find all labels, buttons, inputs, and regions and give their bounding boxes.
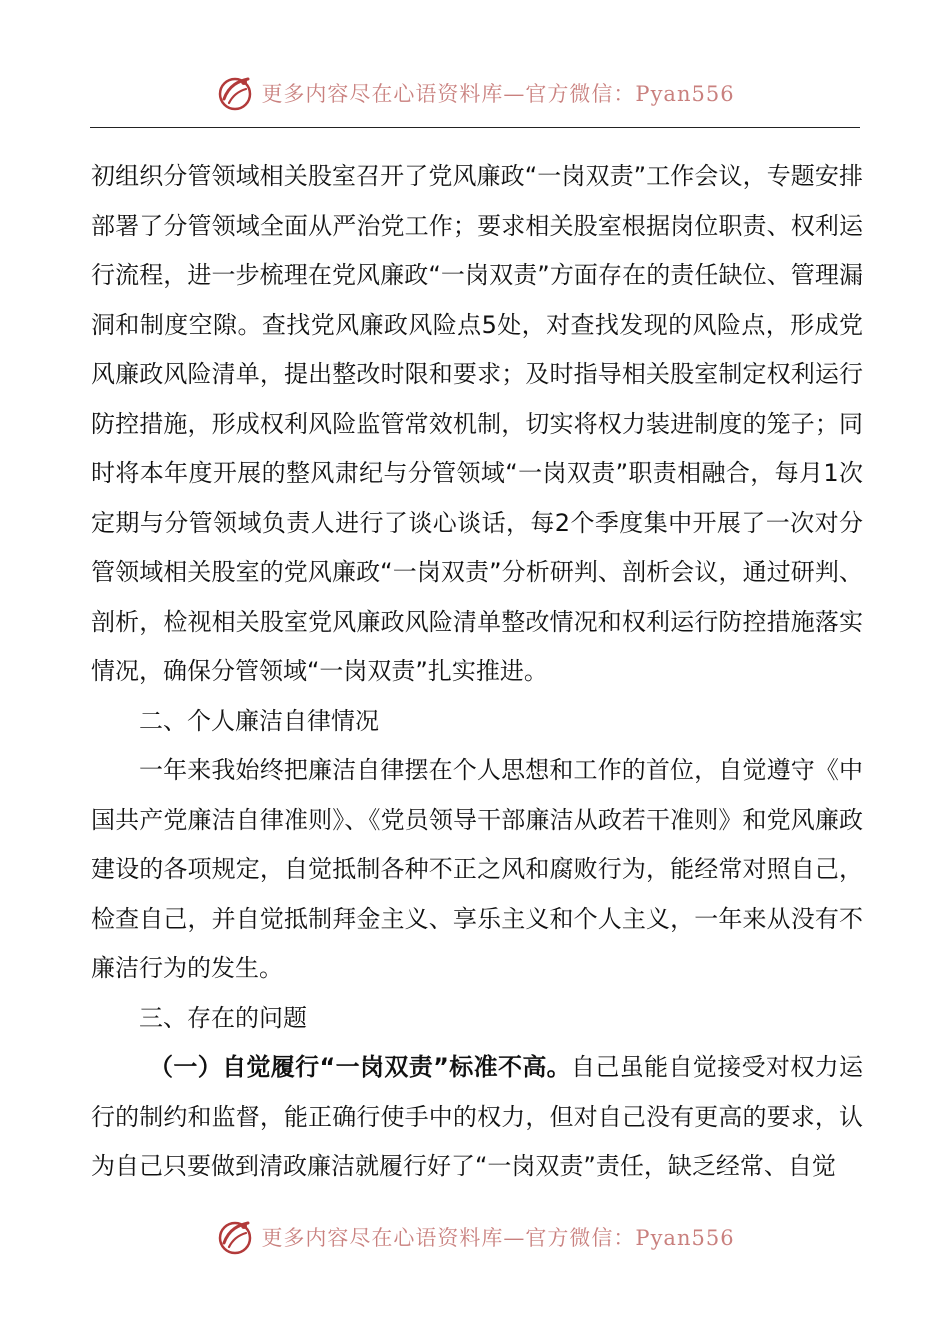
watermark-text: 更多内容尽在心语资料库—官方微信：Pyan556 [261, 1226, 735, 1250]
paragraph-2: 一年来我始终把廉洁自律摆在个人思想和工作的首位，自觉遵守《中国共产党廉洁自律准则》、《党员领导干部廉洁从政若干准则》和党风廉政建设的各项规定，自觉抵制各种不正之风和腐败行为，能经常对照自己，检查自己，并自觉抵制拜金主义、享乐主义和个人主义，一年来从没有不廉洁行为的发生。 [91, 756, 863, 982]
logo-icon [215, 1217, 255, 1257]
section-heading-2: 二、个人廉洁自律情况 [139, 706, 379, 735]
watermark-text: 更多内容尽在心语资料库—官方微信：Pyan556 [261, 82, 735, 106]
footer-watermark [0, 1212, 950, 1262]
header-rule [90, 127, 860, 128]
paragraph-1: 初组织分管领域相关股室召开了党风廉政“一岗双责”工作会议，专题安排部署了分管领域全面从严治党工作；要求相关股室根据岗位职责、权利运行流程，进一步梳理在党风廉政“一岗双责”方面存在的责任缺位、管理漏洞和制度空隙。查找党风廉政风险点5处，对查找发现的风险点，形成党风廉政风险清单，提出整改时限和要求；及时指导相关股室制定权利运行防控措施，形成权利风险监管常效机制，切实将权力装进制度的笼子；同时将本年度开展的整风肃纪与分管领域“一岗双责”职责相融合，每月1次定期与分管领域负责人进行了谈心谈话，每2个季度集中开展了一次对分管领域相关股室的党风廉政“一岗双责”分析研判、剖析会议，通过研判、剖析，检视相关股室党风廉政风险清单整改情况和权利运行防控措施落实情况，确保分管领域“一岗双责”扎实推进。 [91, 162, 863, 685]
document-body [91, 152, 863, 1192]
header-watermark [0, 68, 950, 118]
subsection-1-title: （一）自觉履行“一岗双责”标准不高。 [149, 1053, 572, 1081]
subsection-1 [91, 1043, 863, 1192]
subsection-1-text: 自己虽能自觉接受对权力运行的制约和监督，能正确行使手中的权力，但对自己没有更高的要求，认为自己只要做到清政廉洁就履行好了“一岗双责”责任，缺乏经常、自觉 [91, 1053, 864, 1180]
section-heading-3: 三、存在的问题 [139, 1003, 307, 1032]
logo-icon [215, 73, 255, 113]
